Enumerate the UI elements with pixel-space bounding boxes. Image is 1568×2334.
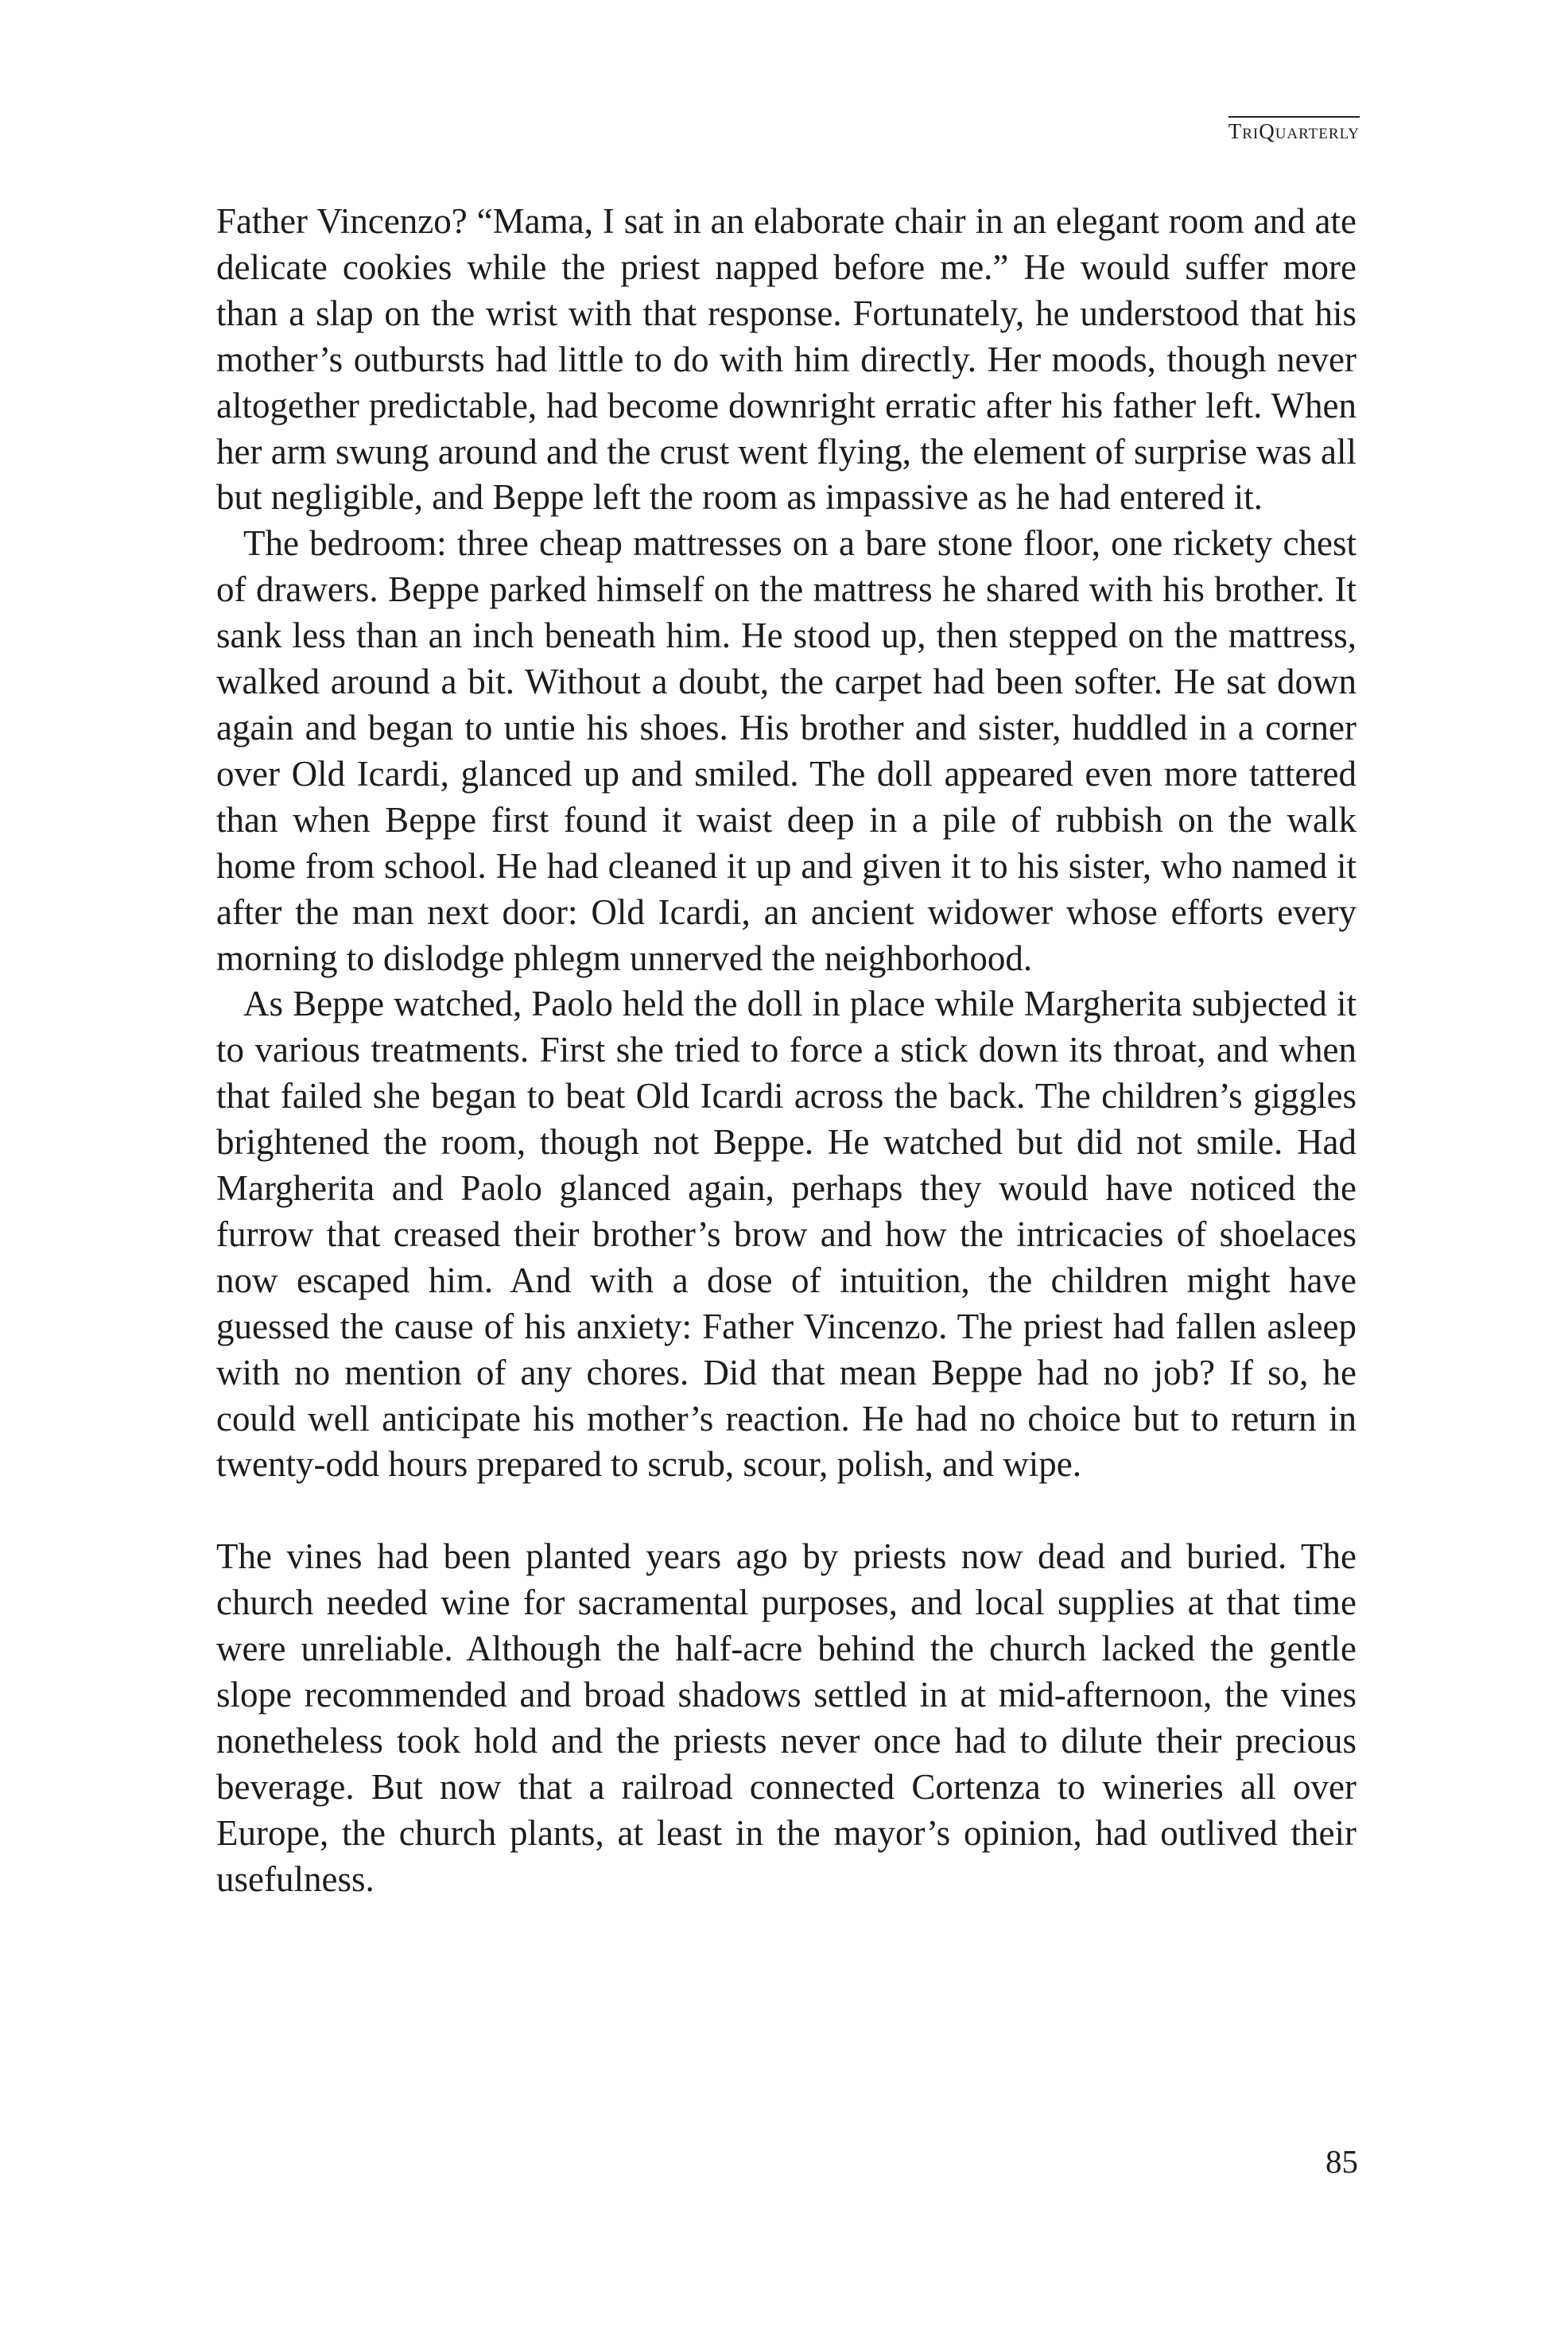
body-text (216, 199, 1356, 1903)
page-number: 85 (1325, 2143, 1358, 2180)
paragraph: Father Vincenzo? “Mama, I sat in an elaborate chair in an elegant room and ate delicate cookies while the priest napped before me.” He would suffer more than a slap on the wrist with that response. Fortunately, he understood that his mother’s outbursts had little to do with him directly. Her moods, though never altogether predictable, had become downright erratic after his father left. When her arm swung around and the crust went flying, the element of surprise was all but negligible, and Beppe left the room as impassive as he had entered it. (216, 201, 1356, 518)
paragraph: The bedroom: three cheap mattresses on a bare stone floor, one rickety chest of drawers. Beppe parked himself on the mattress he shared with his brother. It sank less than an inch beneath him. He stood up, then stepped on the mattress, walked around a bit. Without a doubt, the carpet had been softer. He sat down again and began to untie his shoes. His brother and sister, huddled in a corner over Old Icardi, glanced up and smiled. The doll appeared even more tattered than when Beppe first found it waist deep in a pile of rubbish on the walk home from school. He had cleaned it up and given it to his sister, who named it after the man next door: Old Icardi, an ancient widower whose efforts every morning to dislodge phlegm unnerved the neighborhood. (216, 523, 1356, 978)
running-head: TriQuarterly (1228, 116, 1360, 144)
paragraph: As Beppe watched, Paolo held the doll in place while Margherita subjected it to various treatments. First she tried to force a stick down its throat, and when that failed she began to beat Old Icardi across the back. The children’s giggles brightened the room, though not Beppe. He watched but did not smile. Had Margherita and Paolo glanced again, perhaps they would have noticed the furrow that creased their brother’s brow and how the intricacies of shoelaces now escaped him. And with a dose of intuition, the children might have guessed the cause of his anxiety: Father Vincenzo. The priest had fallen asleep with no mention of any chores. Did that mean Beppe had no job? If so, he could well anticipate his mother’s reaction. He had no choice but to return in twenty-odd hours prepared to scrub, scour, polish, and wipe. (216, 984, 1356, 1485)
paragraph-after-section-break: The vines had been planted years ago by priests now dead and buried. The church needed wine for sacramental purposes, and local supplies at that time were unreliable. Although the half-acre behind the church lacked the gentle slope recommended and broad shadows settled in at mid-afternoon, the vines nonetheless took hold and the priests never once had to dilute their precious beverage. But now that a railroad connected Cortenza to wineries all over Europe, the church plants, at least in the mayor’s opinion, had outlived their usefulness. (216, 1536, 1356, 1899)
